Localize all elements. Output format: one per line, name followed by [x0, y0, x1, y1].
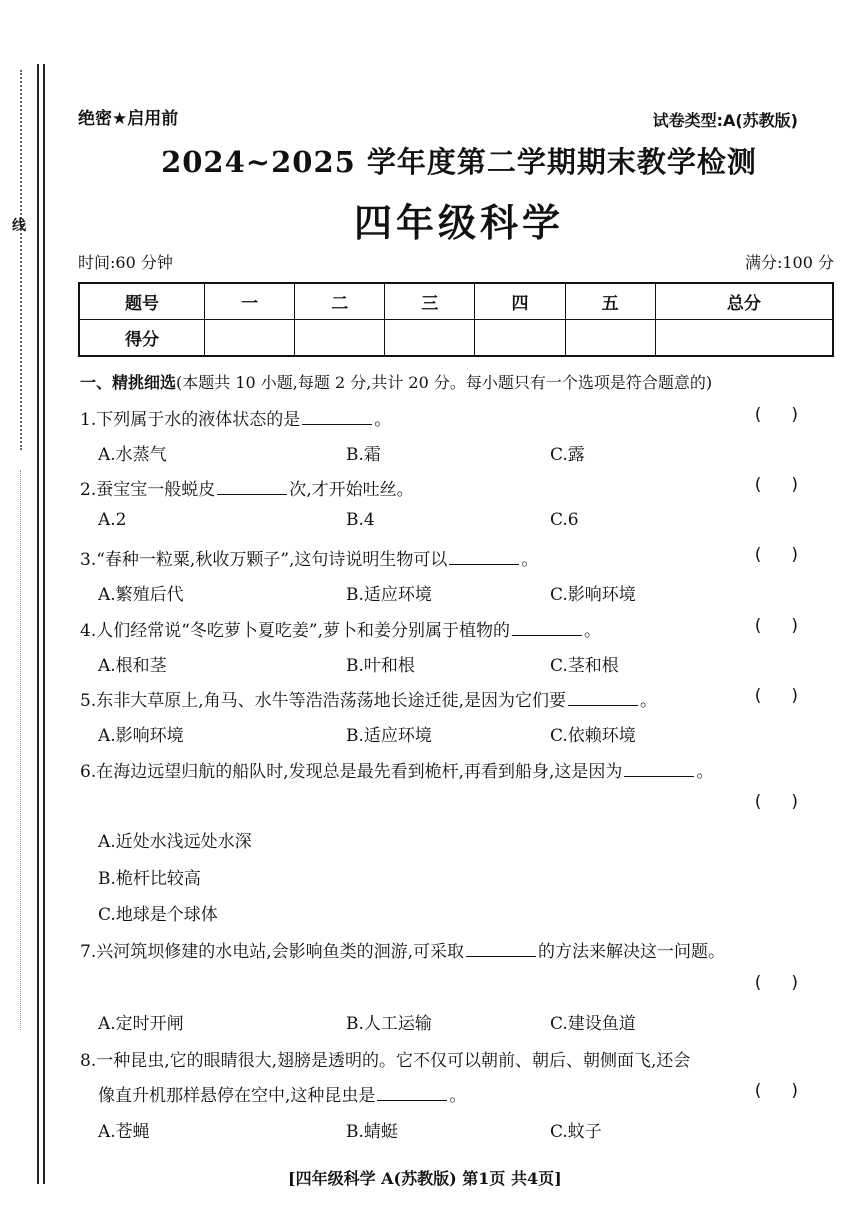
score-table-cell: 总分: [655, 283, 833, 320]
paper-type-label: 试卷类型:A(苏教版): [652, 111, 798, 130]
option-c: C.依赖环境: [550, 726, 636, 746]
option-b: B.适应环境: [346, 585, 432, 605]
question-4: 4.人们经常说“冬吃萝卜夏吃姜”,萝卜和姜分别属于植物的 。: [80, 621, 602, 641]
option-a: A.影响环境: [98, 726, 184, 746]
score-table-cell: 四: [475, 283, 565, 320]
page-footer: [四年级科学 A(苏教版) 第1页 共4页]: [288, 1169, 562, 1188]
answer-paren[interactable]: (): [754, 405, 828, 425]
answer-paren[interactable]: (): [754, 475, 828, 495]
option-c: C.建设鱼道: [550, 1014, 636, 1034]
question-7: 7.兴河筑坝修建的水电站,会影响鱼类的洄游,可采取 的方法来解决这一问题。: [80, 942, 726, 962]
answer-blank[interactable]: [377, 1099, 447, 1101]
option-a: A.繁殖后代: [98, 585, 184, 605]
option-a: A.根和茎: [98, 656, 167, 676]
answer-paren[interactable]: (): [754, 973, 828, 993]
time-limit: 时间:60 分钟: [78, 253, 173, 272]
option-b: B.人工运输: [346, 1014, 432, 1034]
option-a: A.定时开闸: [98, 1014, 184, 1034]
option-b: B.适应环境: [346, 726, 432, 746]
question-6: 6.在海边远望归航的船队时,发现总是最先看到桅杆,再看到船身,这是因为 。: [80, 762, 714, 782]
option-b: B.叶和根: [346, 656, 415, 676]
answer-blank[interactable]: [466, 955, 536, 957]
answer-blank[interactable]: [624, 775, 694, 777]
exam-title: 2024~2025 学年度第二学期期末教学检测: [161, 145, 757, 179]
score-input-cell[interactable]: [295, 320, 385, 357]
answer-paren[interactable]: (): [754, 1081, 828, 1101]
question-8-continued: 像直升机那样悬停在空中,这种昆虫是 。: [98, 1086, 467, 1106]
option-a: A.水蒸气: [98, 445, 167, 465]
confidential-label: 绝密★启用前: [78, 109, 179, 129]
answer-paren[interactable]: (): [754, 792, 828, 812]
answer-blank[interactable]: [302, 423, 372, 425]
score-input-cell[interactable]: [565, 320, 655, 357]
score-table-header-row: [79, 283, 833, 320]
score-input-cell[interactable]: [655, 320, 833, 357]
answer-blank[interactable]: [512, 634, 582, 636]
option-b: B.4: [346, 510, 375, 530]
option-c: C.茎和根: [550, 656, 619, 676]
score-table: [78, 282, 834, 357]
score-table-cell: 题号: [79, 283, 205, 320]
option-b: B.蜻蜓: [346, 1122, 398, 1142]
option-a: A.近处水浅远处水深: [98, 832, 252, 852]
subject-title: 四年级科学: [353, 201, 564, 245]
score-table-cell: 五: [565, 283, 655, 320]
question-3: 3.“春种一粒粟,秋收万颗子”,这句诗说明生物可以 。: [80, 550, 539, 570]
option-b: B.桅杆比较高: [98, 869, 201, 889]
answer-paren[interactable]: (): [754, 686, 828, 706]
binding-dotted-line: [20, 70, 22, 450]
option-c: C.地球是个球体: [98, 905, 218, 925]
header-top-row: [78, 104, 840, 128]
question-8: 8.一种昆虫,它的眼睛很大,翅膀是透明的。它不仅可以朝前、朝后、朝侧面飞,还会: [80, 1051, 691, 1071]
binding-dotted-line-lower: [20, 470, 21, 1030]
section-note: (本题共 10 小题,每题 2 分,共计 20 分。每小题只有一个选项是符合题意的): [176, 373, 713, 392]
answer-blank[interactable]: [568, 704, 638, 706]
binding-mark: 线: [12, 218, 26, 234]
option-c: C.影响环境: [550, 585, 636, 605]
question-5: 5.东非大草原上,角马、水牛等浩浩荡荡地长途迁徙,是因为它们要 。: [80, 691, 658, 711]
option-c: C.蚊子: [550, 1122, 602, 1142]
binding-margin: [0, 0, 48, 1216]
score-input-cell[interactable]: [385, 320, 475, 357]
section-heading: [80, 370, 840, 393]
answer-blank[interactable]: [449, 563, 519, 565]
answer-blank[interactable]: [217, 493, 287, 495]
score-input-cell[interactable]: [475, 320, 565, 357]
answer-paren[interactable]: (): [754, 616, 828, 636]
option-b: B.霜: [346, 445, 381, 465]
binding-rule: [43, 64, 45, 1184]
binding-rule: [37, 64, 39, 1184]
option-a: A.2: [98, 510, 127, 530]
score-row-label: 得分: [79, 320, 205, 357]
option-c: C.6: [550, 510, 579, 530]
section-title: 一、精挑细选: [80, 373, 177, 392]
question-2: 2.蚕宝宝一般蜕皮 次,才开始吐丝。: [80, 480, 414, 500]
score-input-cell[interactable]: [205, 320, 295, 357]
score-table-score-row: [79, 320, 833, 357]
score-table-cell: 一: [205, 283, 295, 320]
full-score: 满分:100 分: [744, 253, 834, 272]
exam-meta-row: [78, 250, 840, 270]
score-table-cell: 二: [295, 283, 385, 320]
option-c: C.露: [550, 445, 585, 465]
option-a: A.苍蝇: [98, 1122, 150, 1142]
question-1: 1.下列属于水的液体状态的是 。: [80, 410, 392, 430]
score-table-cell: 三: [385, 283, 475, 320]
answer-paren[interactable]: (): [754, 545, 828, 565]
